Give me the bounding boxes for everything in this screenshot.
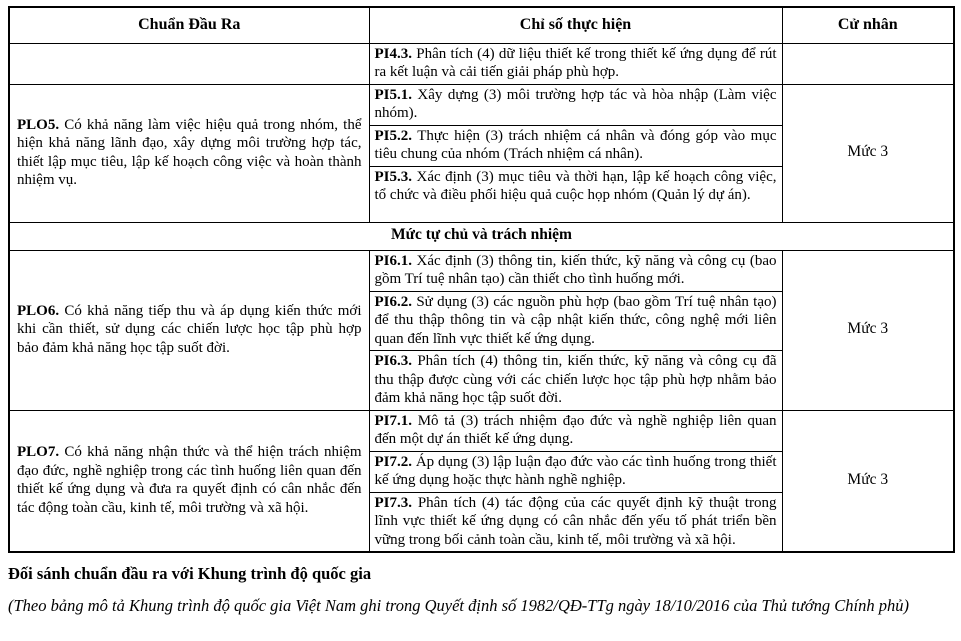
pi7-1-text: Mô tả (3) trách nhiệm đạo đức và nghề nghiệp liên quan đến một dự án thiết kế ứng dụng. [374,412,777,447]
header-row [9,7,954,43]
level-empty-cell [782,43,954,84]
pi7-3-cell [369,492,782,552]
pi7-2-code: PI7.2. [374,453,412,470]
col-header-chi-so-thuc-hien: Chỉ số thực hiện [369,7,782,43]
pi5-2-cell [369,125,782,166]
level-plo5-cell: Mức 3 [782,84,954,222]
pi6-1-cell [369,250,782,291]
pi6-2-text: Sử dụng (3) các nguồn phù hợp (bao gồm Trí tuệ nhân tạo) để thu thập thông tin và cập nhật kiến thức, công nghệ mới liên quan đến lĩnh vực thiết kế ứng dụng. [374,293,777,347]
plo6-cell [9,250,369,410]
pi5-2-code: PI5.2. [374,127,412,144]
plo6-code: PLO6. [17,302,60,319]
comparison-heading: Đối sánh chuẩn đầu ra với Khung trình độ quốc gia [8,564,372,583]
pi6-3-text: Phân tích (4) thông tin, kiến thức, kỹ năng và công cụ đã thu thập được cùng với các chiến lược học tập phù hợp nhằm bảo đảm khả năng học tập suốt đời. [374,353,777,406]
plo5-code: PLO5. [17,116,60,133]
pi7-2-cell [369,451,782,492]
pi5-2-text: Thực hiện (3) trách nhiệm cá nhân và đóng góp vào mục tiêu chung của nhóm (Trách nhiệm cá nhân). [374,127,777,162]
pi4-3-text: Phân tích (4) dữ liệu thiết kế trong thiết kế ứng dụng để rút ra kết luận và cải tiến giải pháp phù hợp. [374,45,777,80]
pi7-1-cell [369,410,782,451]
pi7-3-text: Phân tích (4) tác động của các quyết định kỹ thuật trong lĩnh vực thiết kế ứng dụng có cân nhắc đến yếu tố phát triển bền vững trong bối cảnh toàn cầu, kinh tế, môi trường và xã hội. [374,494,777,548]
pi7-2-text: Áp dụng (3) lập luận đạo đức vào các tình huống trong thiết kế ứng dụng hoặc thực hành nghề nghiệp. [374,453,777,488]
plo7-cell [9,410,369,552]
pi5-3-cell [369,166,782,222]
pi6-2-cell [369,291,782,351]
pi6-3-code: PI6.3. [374,353,412,369]
plo6-text: Có khả năng tiếp thu và áp dụng kiến thức mới khi cần thiết, sử dụng các chiến lược học tập phù hợp bảo đảm khả năng học tập suốt đời. [17,302,362,356]
plo7-code: PLO7. [17,444,60,461]
learning-outcomes-table [8,6,955,553]
table-row-pi5-1 [9,84,954,125]
plo7-text: Có khả năng nhận thức và thể hiện trách nhiệm đạo đức, nghề nghiệp trong các tình huống liên quan đến thiết kế ứng dụng và đưa ra quyết định có cân nhắc đến tác động toàn cầu, kinh tế, môi trường và xã hội. [17,444,362,516]
level-plo6-cell: Mức 3 [782,250,954,410]
pi5-1-text: Xây dựng (3) môi trường hợp tác và hòa nhập (Làm việc nhóm). [374,86,777,121]
col-header-chuan-dau-ra: Chuẩn Đầu Ra [9,7,369,43]
table-row-pi6-1 [9,250,954,291]
plo-empty-cell [9,43,369,84]
pi5-3-code: PI5.3. [374,168,412,185]
pi6-1-text: Xác định (3) thông tin, kiến thức, kỹ năng và công cụ (bao gồm Trí tuệ nhân tạo) cần thiết cho tình huống mới. [374,252,777,287]
comparison-note: (Theo bảng mô tả Khung trình độ quốc gia Việt Nam ghi trong Quyết định số 1982/QĐ-TTg ngày 18/10/2016 của Thủ tướng Chính phủ) [8,596,909,615]
pi6-1-code: PI6.1. [374,252,412,269]
pi4-3-code: PI4.3. [374,45,412,62]
pi4-3-cell [369,43,782,84]
pi5-1-code: PI5.1. [374,86,412,103]
pi7-1-code: PI7.1. [374,412,412,429]
plo5-text: Có khả năng làm việc hiệu quả trong nhóm, thể hiện khả năng lãnh đạo, xây dựng môi trường hợp tác, thiết lập mục tiêu, lập kế hoạch công việc và hoàn thành nhiệm vụ. [17,116,362,188]
pi5-1-cell [369,84,782,125]
table-row-pi4-3 [9,43,954,84]
plo5-cell [9,84,369,222]
pi6-2-code: PI6.2. [374,293,412,310]
pi7-3-code: PI7.3. [374,494,412,511]
table-row-pi7-1 [9,410,954,451]
pi6-3-cell [369,351,782,411]
section-row [9,222,954,250]
pi5-3-text: Xác định (3) mục tiêu và thời hạn, lập kế hoạch công việc, tổ chức và điều phối hiệu quả cuộc họp nhóm (Quản lý dự án). [374,168,777,203]
level-plo7-cell: Mức 3 [782,410,954,552]
col-header-cu-nhan: Cử nhân [782,7,954,43]
section-label-muc-tu-chu: Mức tự chủ và trách nhiệm [9,222,954,250]
